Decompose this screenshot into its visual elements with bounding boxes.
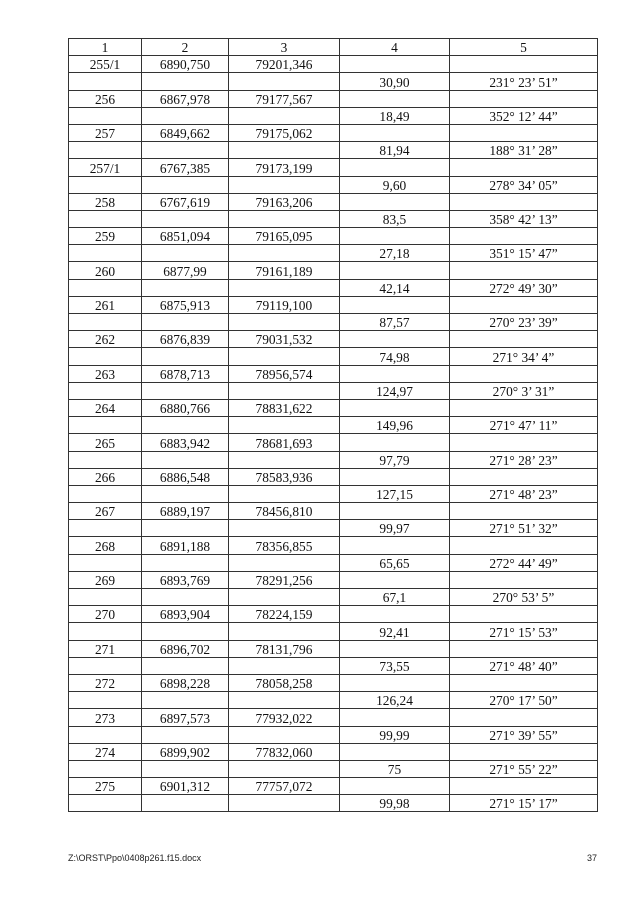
table-cell: 79173,199 xyxy=(229,159,340,176)
table-cell xyxy=(450,399,598,416)
table-cell xyxy=(450,331,598,348)
table-row xyxy=(69,554,598,571)
table-cell xyxy=(69,760,142,777)
table-row xyxy=(69,228,598,245)
table-cell: 79177,567 xyxy=(229,90,340,107)
table-cell: 6767,619 xyxy=(142,193,229,210)
table-cell xyxy=(69,451,142,468)
table-cell xyxy=(142,210,229,227)
table-cell: 6896,702 xyxy=(142,640,229,657)
table-cell xyxy=(340,606,450,623)
table-cell: 273 xyxy=(69,709,142,726)
table-row xyxy=(69,107,598,124)
table-cell xyxy=(229,279,340,296)
table-row xyxy=(69,193,598,210)
table-cell: 126,24 xyxy=(340,692,450,709)
table-row xyxy=(69,657,598,674)
table-cell xyxy=(142,485,229,502)
table-cell xyxy=(450,468,598,485)
table-cell xyxy=(450,56,598,73)
table-cell xyxy=(69,210,142,227)
table-cell: 78956,574 xyxy=(229,365,340,382)
table-cell: 265 xyxy=(69,434,142,451)
table-cell: 78224,159 xyxy=(229,606,340,623)
table-cell xyxy=(450,571,598,588)
table-cell: 6880,766 xyxy=(142,399,229,416)
table-cell: 278° 34’ 05” xyxy=(450,176,598,193)
table-cell xyxy=(340,90,450,107)
table-cell: 269 xyxy=(69,571,142,588)
table-cell xyxy=(142,279,229,296)
table-cell xyxy=(142,382,229,399)
table-row xyxy=(69,210,598,227)
table-cell xyxy=(340,124,450,141)
table-cell: 271° 34’ 4” xyxy=(450,348,598,365)
table-cell: 271° 55’ 22” xyxy=(450,760,598,777)
table-cell xyxy=(340,331,450,348)
table-cell xyxy=(229,107,340,124)
table-cell xyxy=(229,554,340,571)
table-cell: 268 xyxy=(69,537,142,554)
table-cell: 271° 15’ 53” xyxy=(450,623,598,640)
table-cell: 6890,750 xyxy=(142,56,229,73)
table-cell xyxy=(340,296,450,313)
table-cell xyxy=(69,348,142,365)
table-row xyxy=(69,623,598,640)
table-row xyxy=(69,331,598,348)
table-cell: 79163,206 xyxy=(229,193,340,210)
table-row xyxy=(69,279,598,296)
table-cell: 262 xyxy=(69,331,142,348)
table-cell: 6891,188 xyxy=(142,537,229,554)
table-cell: 6767,385 xyxy=(142,159,229,176)
table-cell xyxy=(450,365,598,382)
table-cell xyxy=(450,778,598,795)
table-cell: 6878,713 xyxy=(142,365,229,382)
table-cell: 79175,062 xyxy=(229,124,340,141)
table-cell: 6899,902 xyxy=(142,743,229,760)
table-cell xyxy=(142,589,229,606)
table-cell xyxy=(450,503,598,520)
table-cell: 78583,936 xyxy=(229,468,340,485)
table-row xyxy=(69,571,598,588)
table-cell: 188° 31’ 28” xyxy=(450,142,598,159)
table-cell: 149,96 xyxy=(340,417,450,434)
table-cell xyxy=(229,314,340,331)
table-row xyxy=(69,709,598,726)
table-cell: 270 xyxy=(69,606,142,623)
table-cell xyxy=(229,657,340,674)
table-row xyxy=(69,520,598,537)
table-cell xyxy=(69,589,142,606)
header-cell: 5 xyxy=(450,39,598,56)
header-cell: 2 xyxy=(142,39,229,56)
table-row xyxy=(69,589,598,606)
table-cell: 271° 15’ 17” xyxy=(450,795,598,812)
table-cell: 79119,100 xyxy=(229,296,340,313)
table-row xyxy=(69,142,598,159)
table-cell xyxy=(229,726,340,743)
table-cell xyxy=(229,623,340,640)
table-cell: 6849,662 xyxy=(142,124,229,141)
table-cell: 256 xyxy=(69,90,142,107)
table-cell xyxy=(340,228,450,245)
table-cell xyxy=(229,795,340,812)
table-cell: 257 xyxy=(69,124,142,141)
table-cell xyxy=(340,640,450,657)
table-cell: 73,55 xyxy=(340,657,450,674)
table-cell xyxy=(142,520,229,537)
table-cell: 74,98 xyxy=(340,348,450,365)
table-cell: 271° 39’ 55” xyxy=(450,726,598,743)
table-cell xyxy=(69,107,142,124)
table-cell xyxy=(69,554,142,571)
table-cell: 77832,060 xyxy=(229,743,340,760)
table-cell: 6893,769 xyxy=(142,571,229,588)
table-cell: 65,65 xyxy=(340,554,450,571)
table-cell: 352° 12’ 44” xyxy=(450,107,598,124)
table-cell xyxy=(142,451,229,468)
table-cell xyxy=(69,520,142,537)
table-cell xyxy=(69,382,142,399)
table-cell xyxy=(340,159,450,176)
table-cell xyxy=(450,124,598,141)
table-row xyxy=(69,296,598,313)
table-cell xyxy=(340,674,450,691)
table-cell: 271° 28’ 23” xyxy=(450,451,598,468)
table-cell: 264 xyxy=(69,399,142,416)
table-cell: 79161,189 xyxy=(229,262,340,279)
table-cell xyxy=(229,451,340,468)
table-cell: 259 xyxy=(69,228,142,245)
table-cell: 78681,693 xyxy=(229,434,340,451)
table-cell: 99,98 xyxy=(340,795,450,812)
table-cell: 79165,095 xyxy=(229,228,340,245)
table-cell: 255/1 xyxy=(69,56,142,73)
table-cell xyxy=(69,795,142,812)
table-cell: 92,41 xyxy=(340,623,450,640)
table-row xyxy=(69,399,598,416)
table-cell xyxy=(229,520,340,537)
table-cell xyxy=(340,468,450,485)
table-cell: 274 xyxy=(69,743,142,760)
table-row xyxy=(69,537,598,554)
table-cell: 6883,942 xyxy=(142,434,229,451)
table-cell xyxy=(340,434,450,451)
table-row xyxy=(69,159,598,176)
table-cell xyxy=(142,726,229,743)
coordinates-table xyxy=(68,38,598,812)
table-cell xyxy=(450,90,598,107)
table-cell xyxy=(450,674,598,691)
table-cell: 271° 51’ 32” xyxy=(450,520,598,537)
table-cell: 261 xyxy=(69,296,142,313)
table-cell: 67,1 xyxy=(340,589,450,606)
table-cell xyxy=(450,537,598,554)
table-cell: 275 xyxy=(69,778,142,795)
table-cell xyxy=(142,657,229,674)
table-cell: 27,18 xyxy=(340,245,450,262)
table-cell xyxy=(450,640,598,657)
table-cell: 127,15 xyxy=(340,485,450,502)
table-cell xyxy=(229,760,340,777)
table-cell: 270° 17’ 50” xyxy=(450,692,598,709)
table-row xyxy=(69,451,598,468)
table-cell: 358° 42’ 13” xyxy=(450,210,598,227)
table-cell xyxy=(450,709,598,726)
table-cell: 75 xyxy=(340,760,450,777)
table-cell: 272° 49’ 30” xyxy=(450,279,598,296)
table-cell: 351° 15’ 47” xyxy=(450,245,598,262)
table-cell: 6897,573 xyxy=(142,709,229,726)
table-cell xyxy=(340,193,450,210)
table-cell: 231° 23’ 51” xyxy=(450,73,598,90)
table-cell xyxy=(340,56,450,73)
table-cell xyxy=(142,73,229,90)
table-cell: 81,94 xyxy=(340,142,450,159)
table-cell xyxy=(229,245,340,262)
table-cell xyxy=(69,485,142,502)
table-cell xyxy=(142,795,229,812)
table-cell: 266 xyxy=(69,468,142,485)
table-cell: 6867,978 xyxy=(142,90,229,107)
header-cell: 3 xyxy=(229,39,340,56)
table-cell xyxy=(229,417,340,434)
table-cell xyxy=(69,245,142,262)
table-cell xyxy=(142,760,229,777)
table-cell xyxy=(142,348,229,365)
table-cell: 257/1 xyxy=(69,159,142,176)
file-path: Z:\ORST\Ppo\0408p261.f15.docx xyxy=(68,853,202,863)
table-row xyxy=(69,503,598,520)
table-cell xyxy=(142,107,229,124)
table-cell: 270° 3’ 31” xyxy=(450,382,598,399)
table-cell: 87,57 xyxy=(340,314,450,331)
table-row xyxy=(69,640,598,657)
table-cell xyxy=(69,692,142,709)
table-row xyxy=(69,245,598,262)
table-row xyxy=(69,417,598,434)
table-cell xyxy=(69,417,142,434)
table-cell xyxy=(69,279,142,296)
table-row xyxy=(69,434,598,451)
table-cell: 18,49 xyxy=(340,107,450,124)
table-cell xyxy=(229,176,340,193)
table-cell: 272 xyxy=(69,674,142,691)
table-cell: 6851,094 xyxy=(142,228,229,245)
table-cell xyxy=(69,142,142,159)
table-cell xyxy=(229,485,340,502)
table-body xyxy=(69,39,598,812)
table-cell: 83,5 xyxy=(340,210,450,227)
table-cell: 78831,622 xyxy=(229,399,340,416)
table-cell: 260 xyxy=(69,262,142,279)
table-row xyxy=(69,348,598,365)
table-cell xyxy=(450,296,598,313)
table-cell xyxy=(142,176,229,193)
table-row xyxy=(69,468,598,485)
table-cell: 9,60 xyxy=(340,176,450,193)
table-row xyxy=(69,73,598,90)
table-cell: 270° 23’ 39” xyxy=(450,314,598,331)
table-row xyxy=(69,382,598,399)
table-cell xyxy=(450,743,598,760)
table-cell: 6875,913 xyxy=(142,296,229,313)
table-cell xyxy=(340,571,450,588)
table-cell: 271° 48’ 40” xyxy=(450,657,598,674)
table-cell xyxy=(69,657,142,674)
table-cell: 77932,022 xyxy=(229,709,340,726)
table-cell: 271° 48’ 23” xyxy=(450,485,598,502)
table-row xyxy=(69,778,598,795)
table-cell: 270° 53’ 5” xyxy=(450,589,598,606)
table-cell: 271° 47’ 11” xyxy=(450,417,598,434)
table-cell: 263 xyxy=(69,365,142,382)
table-cell xyxy=(69,176,142,193)
table-cell xyxy=(229,692,340,709)
table-row xyxy=(69,314,598,331)
table-row xyxy=(69,760,598,777)
table-cell xyxy=(229,210,340,227)
table-row xyxy=(69,692,598,709)
table-row xyxy=(69,124,598,141)
table-cell: 99,97 xyxy=(340,520,450,537)
table-cell xyxy=(142,245,229,262)
table-cell xyxy=(142,623,229,640)
table-cell xyxy=(450,228,598,245)
table-cell xyxy=(142,417,229,434)
table-cell: 97,79 xyxy=(340,451,450,468)
table-row xyxy=(69,795,598,812)
page-number: 37 xyxy=(586,853,597,863)
table-cell: 6901,312 xyxy=(142,778,229,795)
table-cell xyxy=(450,159,598,176)
table-cell xyxy=(229,348,340,365)
table-cell: 6876,839 xyxy=(142,331,229,348)
table-cell: 6877,99 xyxy=(142,262,229,279)
table-cell xyxy=(340,709,450,726)
table-cell xyxy=(340,262,450,279)
table-cell xyxy=(340,537,450,554)
table-cell: 78291,256 xyxy=(229,571,340,588)
table-cell: 77757,072 xyxy=(229,778,340,795)
table-row xyxy=(69,485,598,502)
table-cell: 78456,810 xyxy=(229,503,340,520)
table-cell xyxy=(340,778,450,795)
table-row xyxy=(69,90,598,107)
table-cell: 79031,532 xyxy=(229,331,340,348)
table-row xyxy=(69,262,598,279)
table-cell: 272° 44’ 49” xyxy=(450,554,598,571)
table-cell xyxy=(340,743,450,760)
table-cell xyxy=(142,692,229,709)
table-cell xyxy=(229,589,340,606)
table-cell: 6889,197 xyxy=(142,503,229,520)
table-cell xyxy=(69,73,142,90)
table-cell xyxy=(69,623,142,640)
table-cell: 79201,346 xyxy=(229,56,340,73)
table-cell: 30,90 xyxy=(340,73,450,90)
table-cell: 258 xyxy=(69,193,142,210)
table-cell: 99,99 xyxy=(340,726,450,743)
table-cell: 6893,904 xyxy=(142,606,229,623)
table-row xyxy=(69,743,598,760)
table-row xyxy=(69,176,598,193)
table-cell xyxy=(229,142,340,159)
table-cell xyxy=(340,503,450,520)
table-cell: 124,97 xyxy=(340,382,450,399)
table-cell xyxy=(229,73,340,90)
table-cell: 6886,548 xyxy=(142,468,229,485)
table-cell xyxy=(69,314,142,331)
table-cell xyxy=(142,142,229,159)
header-cell: 4 xyxy=(340,39,450,56)
table-header-row xyxy=(69,39,598,56)
table-cell xyxy=(69,726,142,743)
table-cell xyxy=(450,193,598,210)
table-cell xyxy=(450,434,598,451)
table-row xyxy=(69,56,598,73)
table-cell: 42,14 xyxy=(340,279,450,296)
table-cell xyxy=(142,554,229,571)
table-cell xyxy=(450,606,598,623)
table-cell: 6898,228 xyxy=(142,674,229,691)
table-cell: 271 xyxy=(69,640,142,657)
table-row xyxy=(69,726,598,743)
header-cell: 1 xyxy=(69,39,142,56)
table-row xyxy=(69,365,598,382)
table-cell xyxy=(450,262,598,279)
table-cell: 78131,796 xyxy=(229,640,340,657)
table-cell xyxy=(229,382,340,399)
table-cell: 78356,855 xyxy=(229,537,340,554)
table-cell xyxy=(340,399,450,416)
table-row xyxy=(69,674,598,691)
table-cell xyxy=(340,365,450,382)
table-cell: 78058,258 xyxy=(229,674,340,691)
table-row xyxy=(69,606,598,623)
table-cell xyxy=(142,314,229,331)
table-cell: 267 xyxy=(69,503,142,520)
